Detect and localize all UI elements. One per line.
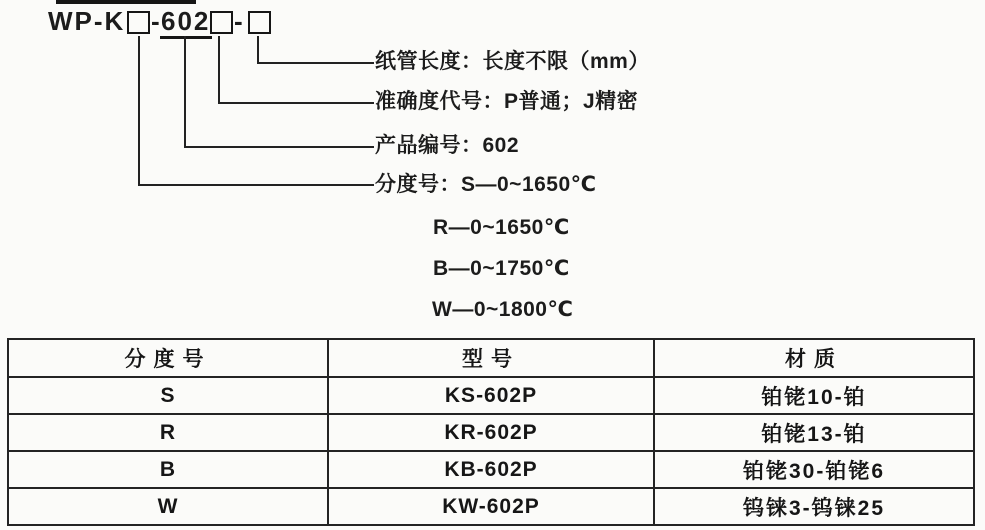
graduation-range-b: B—0~1750℃ (433, 257, 570, 280)
col-header-graduation: 分度号 (8, 339, 328, 377)
model-code-dash1: - (151, 6, 162, 36)
model-code-prefix: WP-K (48, 6, 126, 36)
model-code-product-no: 602 (160, 7, 212, 39)
model-code-dash2: - (234, 6, 245, 36)
connector-tube-horizontal (257, 62, 374, 64)
table-row-r (8, 414, 974, 451)
code-box-tube-length (248, 11, 271, 34)
spec-table (7, 338, 975, 526)
connector-graduation-horizontal (138, 184, 374, 186)
code-box-graduation (127, 11, 150, 34)
table-row-w (8, 488, 974, 525)
cell-material: 铂铑10-铂 (654, 377, 974, 414)
callout-graduation: 分度号：S—0~1650℃ (375, 173, 597, 196)
cell-graduation: B (8, 451, 328, 488)
callout-tube-length: 纸管长度：长度不限（mm） (375, 50, 650, 73)
callout-product-no: 产品编号：602 (375, 134, 520, 157)
table-header-row (8, 339, 974, 377)
table-row-s (8, 377, 974, 414)
cell-model: KS-602P (328, 377, 654, 414)
code-box-accuracy (210, 11, 233, 34)
connector-tube-vertical (257, 36, 259, 64)
cell-model: KB-602P (328, 451, 654, 488)
cell-material: 铂铑30-铂铑6 (654, 451, 974, 488)
cell-material: 铂铑13-铂 (654, 414, 974, 451)
cell-graduation: R (8, 414, 328, 451)
cell-model: KR-602P (328, 414, 654, 451)
connector-graduation-vertical (138, 36, 140, 186)
col-header-material: 材质 (654, 339, 974, 377)
col-header-model: 型号 (328, 339, 654, 377)
callout-accuracy: 准确度代号：P普通；J精密 (375, 90, 639, 113)
graduation-range-w: W—0~1800℃ (432, 298, 574, 321)
cell-graduation: S (8, 377, 328, 414)
table-row-b (8, 451, 974, 488)
connector-accuracy-horizontal (218, 102, 374, 104)
cell-graduation: W (8, 488, 328, 525)
connector-accuracy-vertical (218, 36, 220, 104)
graduation-range-r: R—0~1650℃ (433, 216, 570, 239)
scan-artifact-bar (56, 0, 196, 4)
cell-model: KW-602P (328, 488, 654, 525)
connector-product-vertical (184, 36, 186, 148)
connector-product-horizontal (184, 146, 374, 148)
cell-material: 钨铼3-钨铼25 (654, 488, 974, 525)
